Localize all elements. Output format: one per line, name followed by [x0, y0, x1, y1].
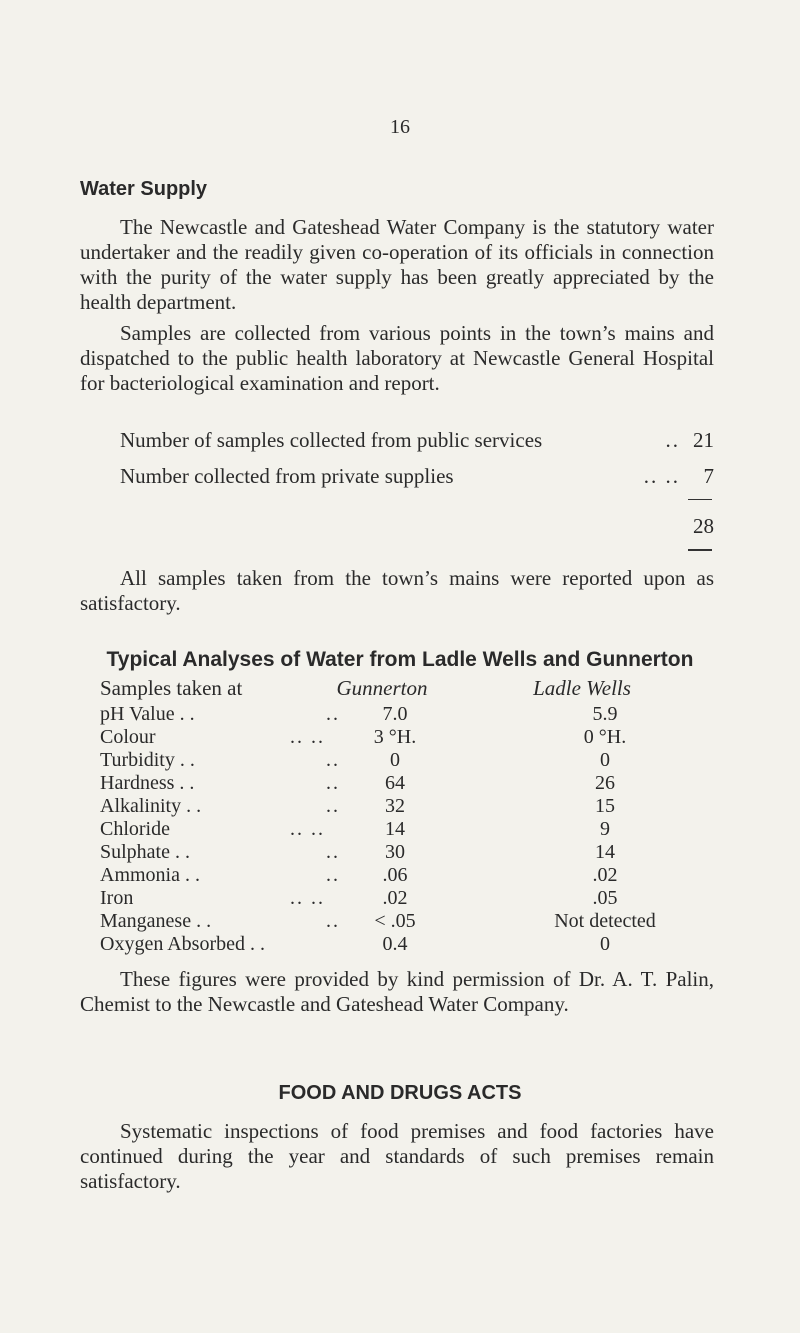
gunnerton-value: 0.4	[382, 933, 408, 955]
ladle-wells-value: 9	[600, 818, 610, 840]
count-row-private	[120, 464, 714, 489]
table-row	[100, 887, 700, 911]
ladle-wells-value: 0	[600, 933, 610, 955]
gunnerton-value: 0	[390, 749, 400, 771]
paragraph-text: All samples taken from the town’s mains were reported upon as satisfactory.	[80, 566, 714, 615]
paragraph-satisfactory	[80, 566, 714, 616]
ladle-wells-value: .05	[592, 887, 618, 909]
table-row	[100, 703, 700, 727]
column-header-gunnerton: Gunnerton	[336, 676, 428, 700]
paragraph-samples	[80, 321, 714, 396]
ladle-wells-value: 5.9	[592, 703, 618, 725]
gunnerton-value: .06	[382, 864, 408, 886]
leader-dots: .. ..	[290, 726, 325, 748]
ladle-wells-value: 0	[600, 749, 610, 771]
leader-dots: ..	[326, 910, 340, 932]
paragraph-text: Systematic inspections of food premises and food factories have continued during the year and standards of such premises remain satisfactory.	[80, 1119, 714, 1193]
section-title-food-drugs: FOOD AND DRUGS ACTS	[278, 1082, 522, 1104]
paragraph-figures-note	[80, 967, 714, 1017]
count-value: 7	[703, 464, 714, 488]
gunnerton-value: .02	[382, 887, 408, 909]
gunnerton-value: 3 °H.	[373, 726, 417, 748]
row-name: Manganese . .	[100, 910, 212, 932]
table-row	[100, 749, 700, 773]
total-count: 28	[693, 514, 714, 538]
row-name: Sulphate . .	[100, 841, 190, 863]
paragraph-food-inspections	[80, 1119, 714, 1194]
row-name: pH Value . .	[100, 703, 195, 725]
row-name: Oxygen Absorbed . .	[100, 933, 265, 955]
table-row	[100, 933, 700, 957]
row-name: Ammonia . .	[100, 864, 200, 886]
ladle-wells-value: 14	[595, 841, 615, 863]
row-name: Colour	[100, 726, 156, 748]
table-row	[100, 726, 700, 750]
ladle-wells-value: Not detected	[554, 910, 656, 932]
leader-dots: ..	[665, 428, 680, 452]
gunnerton-value: 14	[385, 818, 405, 840]
row-name: Chloride	[100, 818, 170, 840]
gunnerton-value: 7.0	[382, 703, 408, 725]
count-label: Number of samples collected from public services	[120, 428, 543, 452]
paragraph-text: Samples are collected from various points in the town’s mains and dispatched to the public health laboratory at Newcastle General Hospital for bacteriological examination and report.	[80, 321, 714, 395]
leader-dots: ..	[326, 795, 340, 817]
leader-dots: ..	[326, 772, 340, 794]
paragraph-text: These figures were provided by kind permission of Dr. A. T. Palin, Chemist to the Newcastle and Gateshead Water Company.	[80, 967, 714, 1016]
leader-dots: .. ..	[643, 464, 680, 488]
row-name: Iron	[100, 887, 134, 909]
count-label: Number collected from private supplies	[120, 464, 454, 488]
table-row	[100, 772, 700, 796]
ladle-wells-value: 0 °H.	[583, 726, 627, 748]
total-rule-bottom	[688, 549, 712, 551]
table-row	[100, 841, 700, 865]
paragraph-text: The Newcastle and Gateshead Water Company is the statutory water undertaker and the readily given co-operation of its officials in connection with the purity of the water supply has been greatly appreciated by the health department.	[80, 215, 714, 314]
ladle-wells-value: 26	[595, 772, 615, 794]
leader-dots: ..	[326, 864, 340, 886]
row-name: Hardness . .	[100, 772, 195, 794]
gunnerton-value: < .05	[374, 910, 416, 932]
gunnerton-value: 64	[385, 772, 405, 794]
ladle-wells-value: .02	[592, 864, 618, 886]
page-number: 16	[390, 116, 410, 138]
column-header-samples: Samples taken at	[100, 676, 243, 700]
column-header-ladle-wells: Ladle Wells	[533, 676, 631, 700]
gunnerton-value: 30	[385, 841, 405, 863]
table-row	[100, 910, 700, 934]
count-row-public	[120, 428, 714, 453]
count-value: 21	[693, 428, 714, 452]
leader-dots: ..	[326, 703, 340, 725]
row-name: Alkalinity . .	[100, 795, 202, 817]
table-row	[100, 795, 700, 819]
table-row	[100, 818, 700, 842]
paragraph-water-company	[80, 215, 714, 315]
table-row	[100, 864, 700, 888]
leader-dots: ..	[326, 749, 340, 771]
leader-dots: .. ..	[290, 887, 325, 909]
ladle-wells-value: 15	[595, 795, 615, 817]
section-title-water-supply: Water Supply	[80, 178, 208, 200]
total-rule-top	[688, 499, 712, 500]
gunnerton-value: 32	[385, 795, 405, 817]
leader-dots: .. ..	[290, 818, 325, 840]
analyses-title: Typical Analyses of Water from Ladle Wells and Gunnerton	[106, 648, 694, 671]
row-name: Turbidity . .	[100, 749, 195, 771]
leader-dots: ..	[326, 841, 340, 863]
